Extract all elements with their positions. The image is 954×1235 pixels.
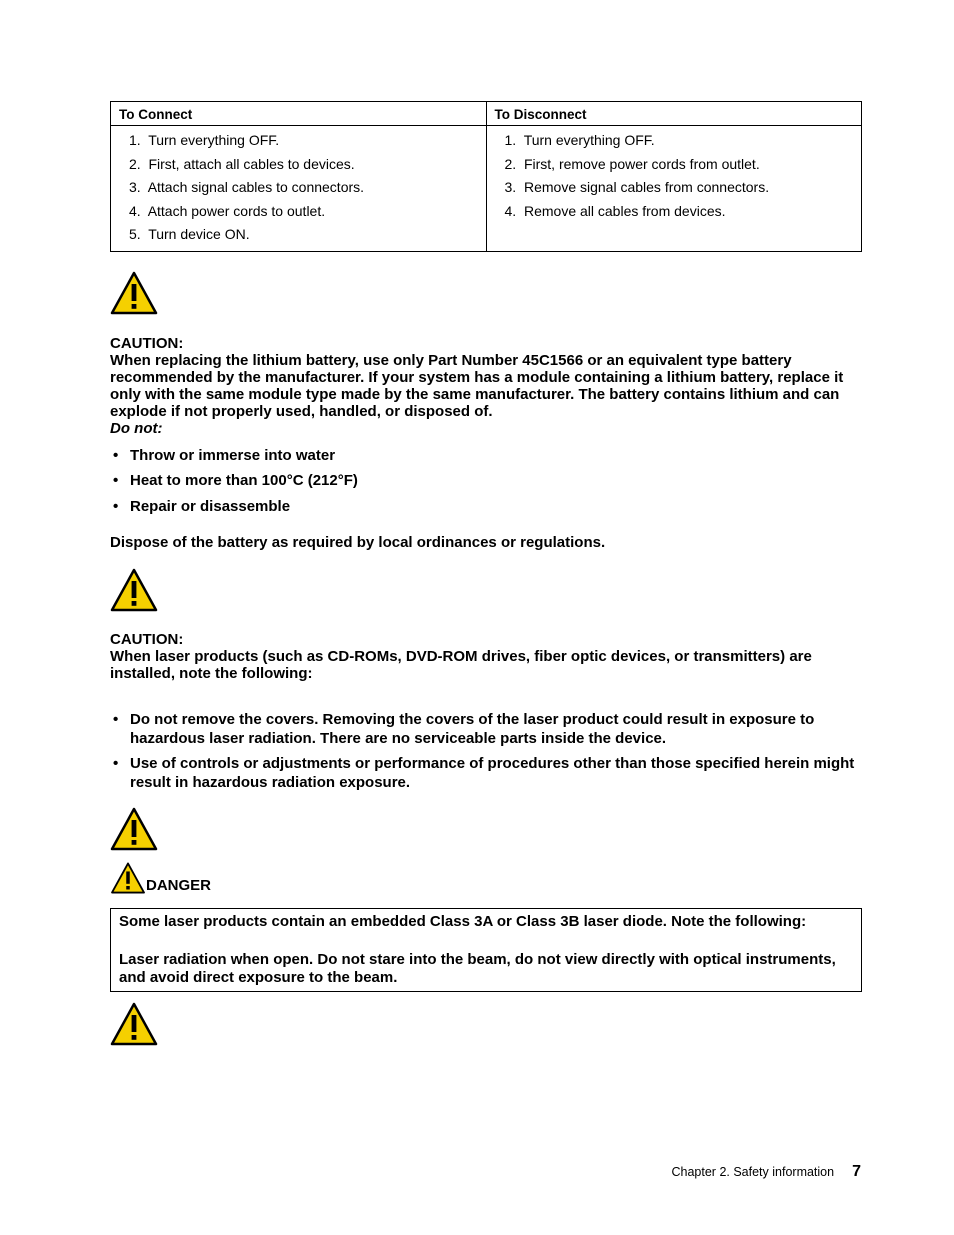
list-item: 3. Attach signal cables to connectors.: [129, 179, 365, 195]
laser-caution-list: [110, 710, 862, 792]
danger-box: [110, 908, 862, 992]
warning-triangle-icon: [110, 271, 158, 315]
danger-heading: [110, 862, 862, 894]
list-item: 4. Remove all cables from devices.: [504, 202, 726, 219]
danger-line-2: Laser radiation when open. Do not stare into the beam, do not view directly with optical instruments, and avoid direct exposure to the beam.: [119, 951, 836, 986]
laser-caution: [110, 631, 862, 682]
do-not-label: Do not:: [110, 419, 163, 437]
list-item: • Throw or immerse into water: [110, 447, 862, 473]
caution-label: CAUTION:: [110, 631, 184, 648]
list-item: 2. First, attach all cables to devices.: [129, 155, 355, 172]
caution-text: When laser products (such as CD-ROMs, DVD-ROM drives, fiber optic devices, or transmitters) are installed, note the following:: [110, 648, 812, 682]
battery-caution: [110, 335, 862, 437]
danger-label: DANGER: [146, 877, 212, 894]
connect-disconnect-table: [110, 101, 862, 252]
list-item: 1. Turn everything OFF.: [129, 132, 280, 148]
list-item: 2. First, remove power cords from outlet.: [504, 155, 760, 172]
list-item: 1. Turn everything OFF.: [504, 132, 655, 148]
list-item: 3. Remove signal cables from connectors.: [504, 179, 770, 195]
disconnect-steps-cell: [486, 126, 862, 252]
danger-line-1: Some laser products contain an embedded Class 3A or Class 3B laser diode. Note the following:: [119, 913, 807, 930]
page-footer: [672, 1163, 862, 1181]
list-item: • Do not remove the covers. Removing the covers of the laser product could result in exposure to hazardous laser radiation. There are no serviceable parts inside the device.: [110, 710, 862, 748]
connect-steps-cell: [111, 126, 487, 252]
caution-label: CAUTION:: [110, 334, 184, 352]
table-header-connect: To Connect: [111, 102, 487, 126]
list-item: • Heat to more than 100°C (212°F): [110, 472, 862, 498]
warning-triangle-icon: [110, 807, 158, 851]
list-item: • Repair or disassemble: [110, 498, 862, 524]
warning-triangle-icon: [110, 862, 146, 894]
warning-triangle-icon: [110, 568, 158, 612]
caution-text: When replacing the lithium battery, use only Part Number 45C1566 or an equivalent type battery recommended by the manufacturer. If your system has a module containing a lithium battery, replace it only with the same module type made by the same manufacturer. The battery contains lithium and can explode if not properly used, handled, or disposed of.: [110, 351, 844, 420]
dispose-text: Dispose of the battery as required by local ordinances or regulations.: [110, 534, 606, 551]
document-page: [110, 101, 862, 1046]
list-item: 4. Attach power cords to outlet.: [129, 202, 326, 219]
list-item: 5. Turn device ON.: [129, 226, 250, 242]
battery-do-not-list: [110, 447, 862, 524]
warning-triangle-icon: [110, 1002, 158, 1046]
page-number: 7: [852, 1163, 861, 1180]
list-item: • Use of controls or adjustments or performance of procedures other than those specified herein might result in hazardous radiation exposure.: [110, 754, 862, 792]
table-header-disconnect: To Disconnect: [486, 102, 862, 126]
connect-steps-list: [119, 129, 478, 247]
chapter-title: Chapter 2. Safety information: [671, 1165, 835, 1179]
disconnect-steps-list: [495, 129, 854, 223]
